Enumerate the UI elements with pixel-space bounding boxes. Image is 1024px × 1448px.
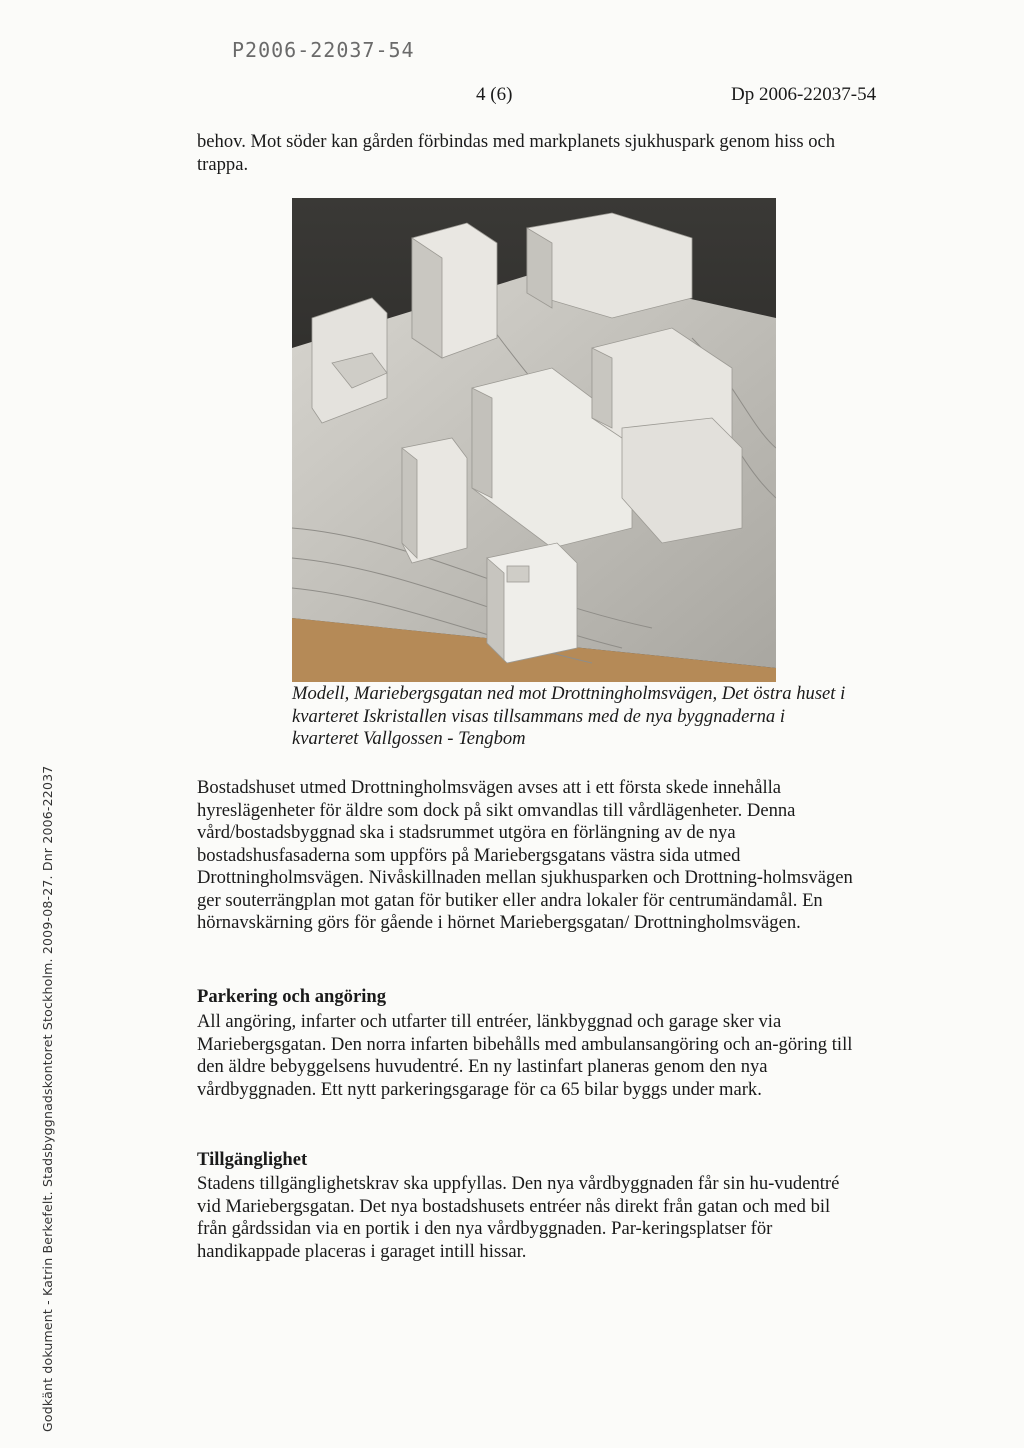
approval-note: Godkänt dokument - Katrin Berkefelt. Stadsbyggnadskontoret Stockholm. 2009-08-27. Dnr 2006-22037 bbox=[40, 765, 55, 1432]
section-heading-parking: Parkering och angöring bbox=[197, 986, 387, 1007]
section-text-parking: All angöring, infarter och utfarter till entréer, länkbyggnad och garage sker via Mariebergsgatan. Den norra infarten bibehålls med ambulansangöring och an-göring till den äldre bebyggelsens huvudentré. En ny lastinfart planeras genom den nya vårdbyggnaden. Ett nytt parkeringsgarage för ca 65 bilar byggs under mark. bbox=[197, 1011, 853, 1100]
document-id: Dp 2006-22037-54 bbox=[731, 84, 877, 105]
section-heading-accessibility: Tillgänglighet bbox=[197, 1149, 308, 1170]
intro-paragraph: behov. Mot söder kan gården förbindas med markplanets sjukhuspark genom hiss och trappa. bbox=[197, 131, 836, 175]
body-paragraph: Bostadshuset utmed Drottningholmsvägen avses att i ett första skede innehålla hyreslägenheter för äldre som dock på sikt omvandlas till vårdlägenheter. Denna vård/bostadsbyggnad ska i stadsrummet utgöra en förlängning av de nya bostadshusfasaderna som uppförs på Mariebergsgatans västra sida utmed Drottningholmsvägen. Nivåskillnaden mellan sjukhusparken och Drottning-holmsvägen ger souterrängplan mot gatan för butiker eller andra lokaler för centrumändamål. En hörnavskärning görs för gående i hörnet Mariebergsgatan/ Drottningholmsvägen. bbox=[197, 777, 853, 933]
section-text-accessibility: Stadens tillgänglighetskrav ska uppfyllas. Den nya vårdbyggnaden får sin hu-vudentré vid Mariebergsgatan. Det nya bostadshusets entréer nås direkt från gatan och med bil från gårdssidan via en portik i den nya vårdbyggnaden. Par-keringsplatser för handikappade placeras i garaget intill hissar. bbox=[197, 1173, 840, 1262]
document-stamp: P2006-22037-54 bbox=[232, 38, 415, 62]
model-photo bbox=[292, 198, 776, 682]
figure-caption: Modell, Mariebergsgatan ned mot Drottningholmsvägen, Det östra huset i kvarteret Iskristallen visas tillsammans med de nya byggnaderna i kvarteret Vallgossen - Tengbom bbox=[292, 683, 846, 749]
page-number: 4 (6) bbox=[476, 84, 513, 105]
